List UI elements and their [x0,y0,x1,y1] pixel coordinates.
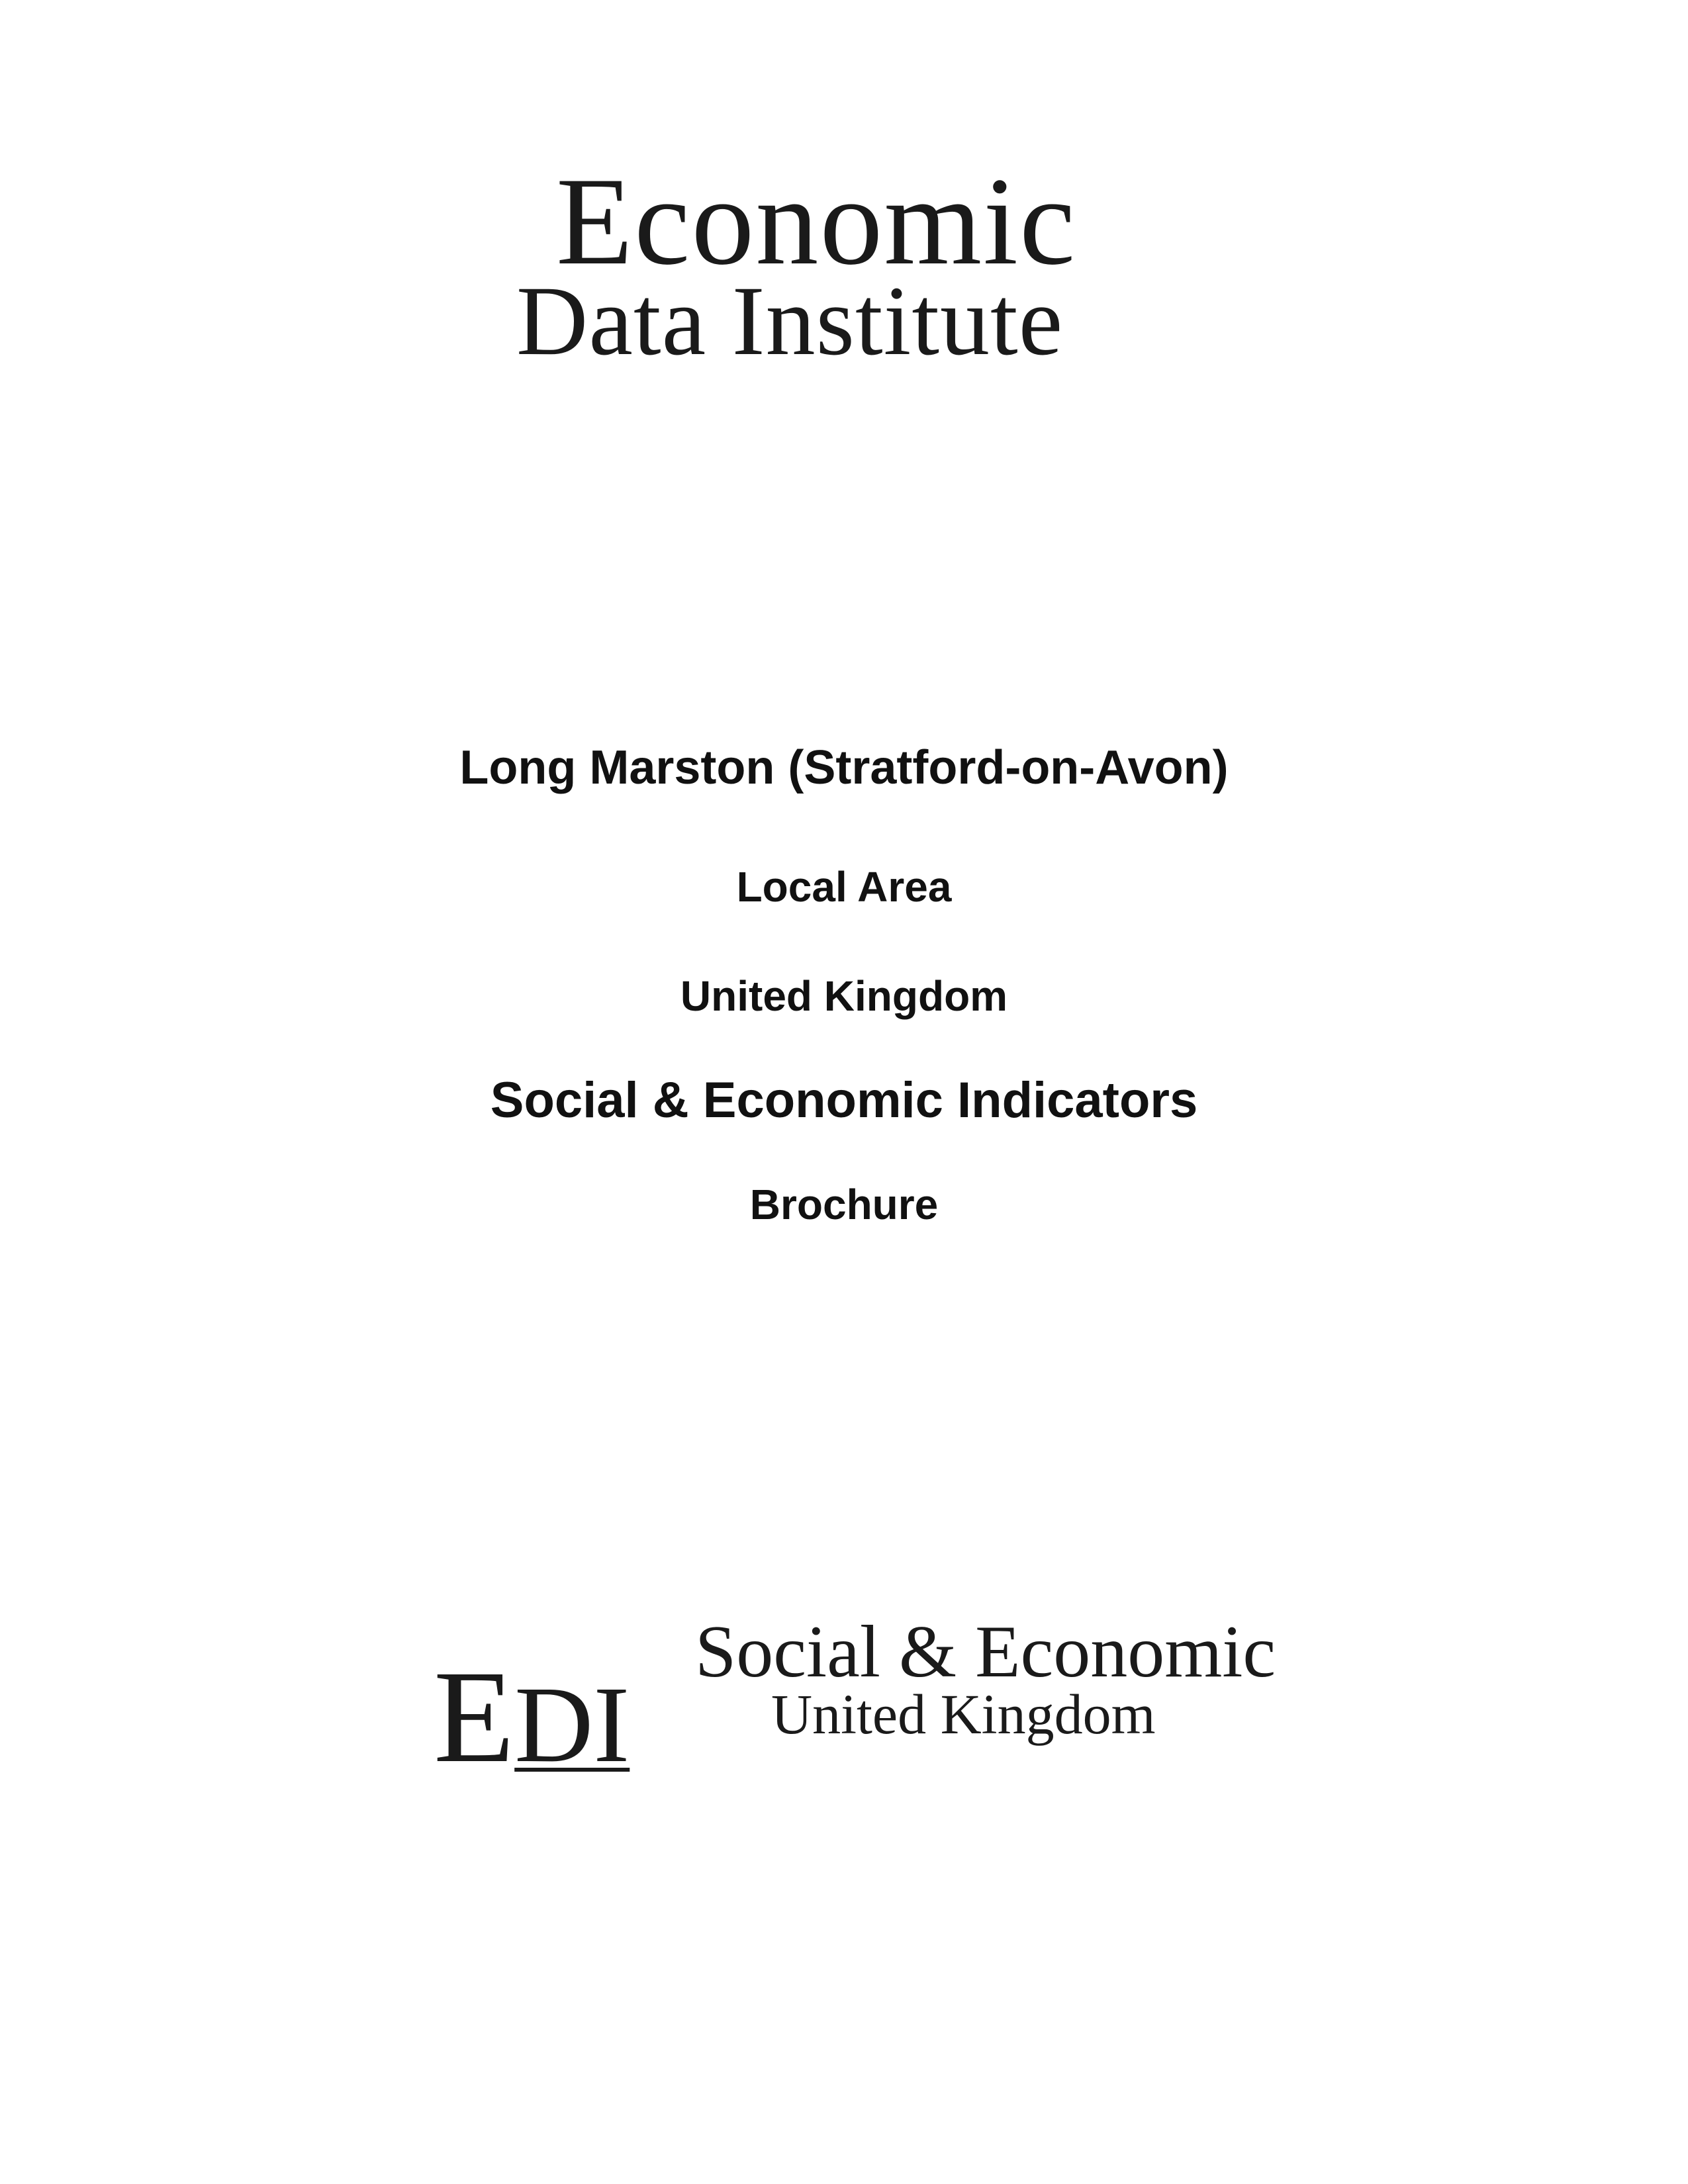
logo-top-line2: Data Institute [516,266,1064,376]
place-title: Long Marston (Stratford-on-Avon) [459,741,1229,794]
logo-top-line1: Economic [556,152,1077,291]
edi-logo [434,1611,1294,1790]
indicators-heading: Social & Economic Indicators [490,1072,1198,1128]
area-type-label: Local Area [736,863,952,911]
country-label: United Kingdom [680,972,1008,1020]
edi-mark-di: DI [514,1664,630,1785]
edi-mark [434,1644,630,1790]
edi-logo-line2: United Kingdom [771,1682,1156,1746]
document-type-label: Brochure [749,1181,939,1228]
edi-logo-line1: Social & Economic [695,1611,1276,1693]
edi-mark-e: E [434,1644,515,1790]
